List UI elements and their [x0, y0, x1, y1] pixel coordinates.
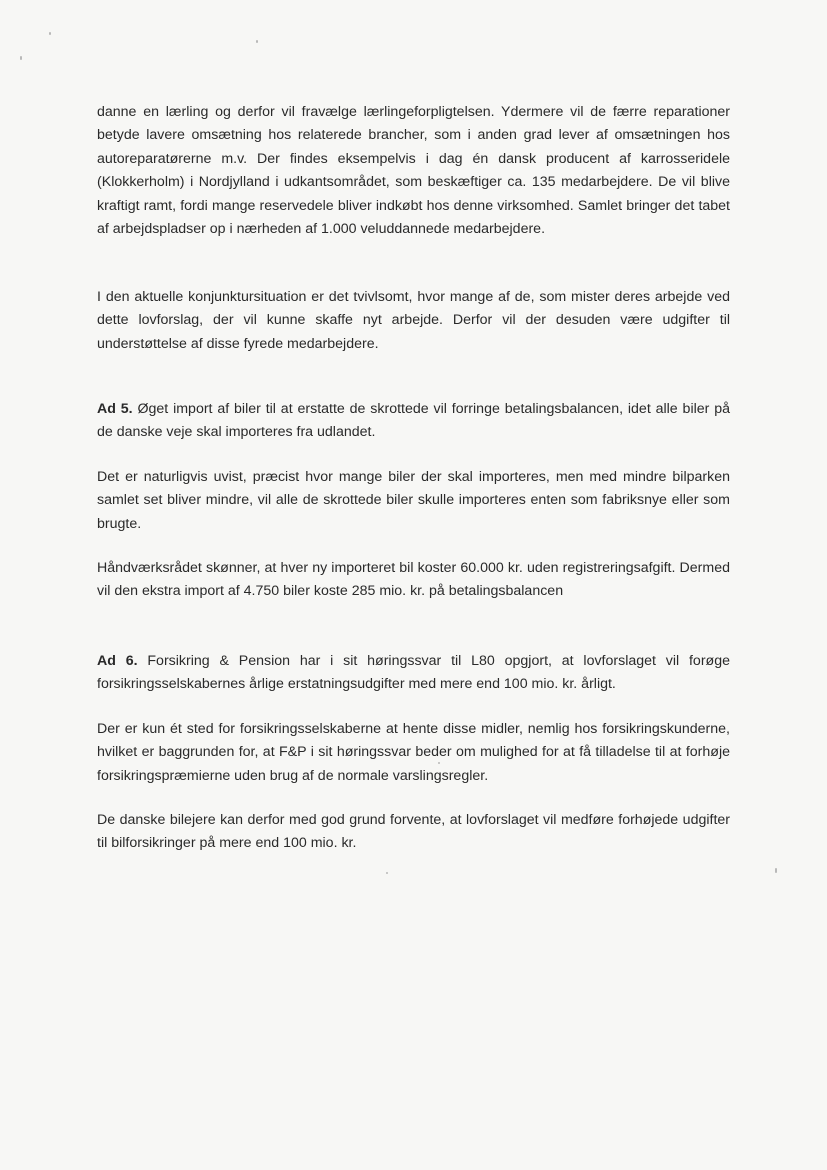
paragraph-text: Der er kun ét sted for forsikringsselskaberne at hente disse midler, nemlig hos forsikringskunderne, hvilket er baggrunden for, at F&P i sit høringssvar beder om mulighed for at få tilladelse til at forhøje forsikringspræmierne uden brug af de normale varslingsregler. — [97, 721, 730, 784]
paragraph-8 — [97, 809, 730, 856]
body-text — [97, 101, 730, 241]
paragraph-1 — [97, 101, 730, 241]
paragraph-2 — [97, 286, 730, 356]
body-text — [97, 718, 730, 788]
paragraph-text: De danske bilejere kan derfor med god grund forvente, at lovforslaget vil medføre forhøjede udgifter til bilforsikringer på mere end 100 mio. kr. — [97, 812, 730, 852]
scan-speck — [256, 40, 258, 43]
paragraph-4 — [97, 466, 730, 536]
scan-speck — [20, 56, 22, 60]
body-text — [97, 809, 730, 856]
paragraph-text: Det er naturligvis uvist, præcist hvor mange biler der skal importeres, men med mindre bilparken samlet set bliver mindre, vil alle de skrottede biler skulle importeres enten som fabriksnye eller som brugte. — [97, 469, 730, 532]
paragraph-text: danne en lærling og derfor vil fravælge lærlingeforpligtelsen. Ydermere vil de færre reparationer betyde lavere omsætning hos relaterede brancher, som i anden grad lever af omsætningen hos autoreparatørerne m.v. Der findes eksempelvis i dag én dansk producent af karrosseridele (Klokkerholm) i Nordjylland i udkantsområdet, som beskæftiger ca. 135 medarbejdere. De vil blive kraftigt ramt, fordi mange reservedele bliver indkøbt hos denne virksomhed. Samlet bringer det tabet af arbejdspladser op i nærheden af 1.000 veluddannede medarbejdere. — [97, 104, 730, 238]
body-text — [97, 650, 730, 697]
paragraph-text: I den aktuelle konjunktursituation er det tvivlsomt, hvor mange af de, som mister deres arbejde ved dette lovforslag, der vil kunne skaffe nyt arbejde. Derfor vil der desuden være udgifter til understøttelse af disse fyrede medarbejdere. — [97, 289, 730, 352]
scan-speck — [775, 868, 777, 873]
section-ad-6 — [97, 650, 730, 697]
paragraph-text: Håndværksrådet skønner, at hver ny importeret bil koster 60.000 kr. uden registreringsafgift. Dermed vil den ekstra import af 4.750 biler koste 285 mio. kr. på betalingsbalancen — [97, 560, 730, 600]
paragraph-7 — [97, 718, 730, 788]
body-text — [97, 398, 730, 445]
paragraph-text: Forsikring & Pension har i sit høringssvar til L80 opgjort, at lovforslaget vil forøge forsikringsselskabernes årlige erstatningsudgifter med mere end 100 mio. kr. årligt. — [97, 653, 730, 693]
scan-speck — [49, 32, 51, 35]
paragraph-text: Øget import af biler til at erstatte de skrottede vil forringe betalingsbalancen, idet alle biler på de danske veje skal importeres fra udlandet. — [97, 401, 730, 441]
body-text — [97, 557, 730, 604]
scan-speck — [386, 872, 388, 874]
section-heading: Ad 5. — [97, 401, 133, 417]
body-text — [97, 466, 730, 536]
paragraph-5 — [97, 557, 730, 604]
body-text — [97, 286, 730, 356]
section-heading: Ad 6. — [97, 653, 138, 669]
section-ad-5 — [97, 398, 730, 445]
